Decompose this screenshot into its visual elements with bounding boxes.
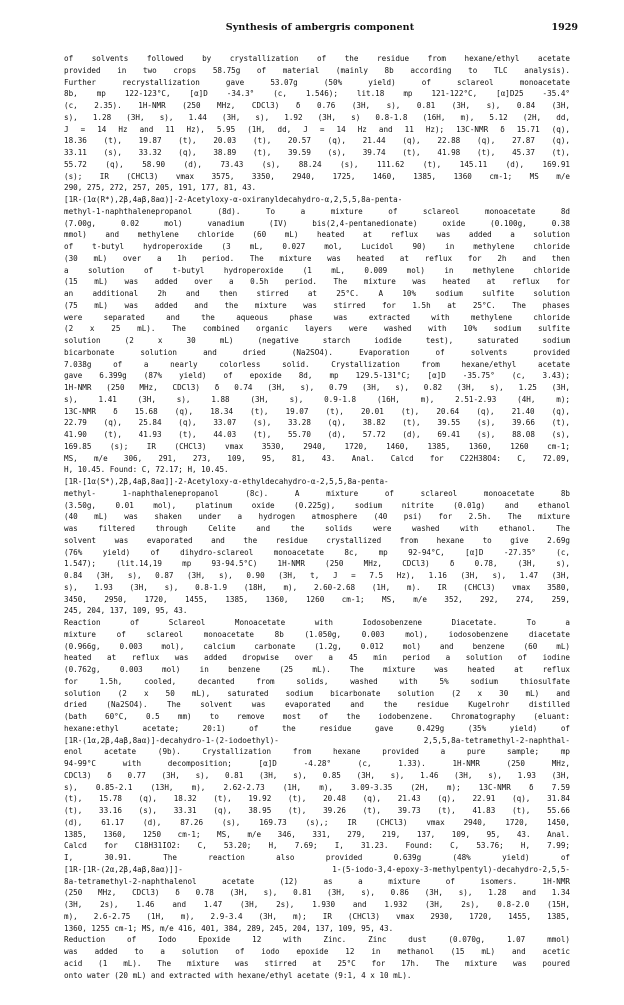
text-line: 55.72 (q), 58.90 (d), 73.43 (s), 88.24 (s), 111.62 (t), 145.11 (d), 169.91 — [64, 159, 570, 169]
page-number: 1929 — [551, 22, 578, 33]
text-line: a solution of t-butyl hydroperoxide (1 mL, 0.009 mol) in methylene chloride — [64, 265, 570, 275]
text-line: (t), 15.78 (q), 18.32 (t), 19.92 (t), 20.48 (q), 21.43 (q), 22.91 (q), 31.84 — [64, 794, 570, 804]
text-line: I, 30.91. The reaction also provided 0.639g (48% yield) of — [64, 853, 570, 862]
text-line: enol acetate (9b). Crystallization from hexane provided a pure sample; mp — [64, 747, 570, 757]
text-line: an additional 2h and then stirred at 25°C. A 10% sodium sulfite solution — [64, 289, 570, 298]
text-line: H, 10.45. Found: C, 72.17; H, 10.45. — [64, 465, 229, 475]
text-line: (2 x 25 mL). The combined organic layers were washed with 10% sodium sulfite — [64, 324, 570, 334]
text-line: gave 6.399g (87% yield) of epoxide 8d, mp 129.5-131°C; [α]D -35.75° (c, 3.43); — [64, 371, 570, 381]
text-line: methyl- 1-naphthalenepropanol (8c). A mixture of sclareol monoacetate 8b — [64, 488, 570, 498]
text-line: 0.84 (3H, s), 0.87 (3H, s), 0.90 (3H, t, J = 7.5 Hz), 1.16 (3H, s), 1.47 (3H, — [64, 571, 570, 580]
text-line: (15 mL) was added over a 0.5h period. The mixture was heated at reflux for — [64, 277, 570, 287]
text-line: (76% yield) of dihydro-sclareol monoacetate 8c, mp 92-94°C, [α]D -27.35° (c, — [64, 547, 570, 557]
text-line: s), 1.28 (3H, s), 1.44 (3H, s), 1.92 (3H, s) 0.8-1.8 (16H, m), 5.12 (2H, dd, — [64, 112, 570, 122]
text-line: 41.90 (t), 41.93 (t), 44.03 (t), 55.70 (d), 57.72 (d), 69.41 (s), 88.08 (s), — [64, 430, 570, 439]
text-line: CDCl3) δ 0.77 (3H, s), 0.81 (3H, s), 0.85 (3H, s), 1.46 (3H, s), 1.93 (3H, — [64, 770, 570, 780]
text-line: 94-99°C with decomposition; [α]D -4.28° (c, 1.33). 1H-NMR (250 MHz, — [64, 759, 570, 768]
text-line: s), 1.93 (3H, s), 0.8-1.9 (18H, m), 2.60-2.68 (1H, m). IR (CHCl3) vmax 3580, — [64, 582, 570, 592]
text-line: Reaction of Sclareol Monoacetate with Iodosobenzene Diacetate. To a — [64, 618, 570, 627]
text-line: Reduction of Iodo Epoxide 12 with Zinc. Zinc dust (0.070g, 1.07 mmol) — [64, 935, 570, 945]
text-line: of solvents followed by crystallization of the residue from hexane/ethyl acetate — [64, 54, 570, 63]
text-line: (0.762g, 0.003 mol) in benzene (25 mL). The mixture was heated at reflux — [64, 665, 570, 674]
text-line: s), 1.41 (3H, s), 1.88 (3H, s), 0.9-1.8 (16H, m), 2.51-2.93 (4H, m); — [64, 394, 570, 404]
text-line: provided in two crops 58.75g of material (mainly 8b according to TLC analysis). — [64, 65, 570, 75]
text-line: [1R-[1R-(2α,2β,4aβ,8aα)]]- 1-(5-iodo-3,4-epoxy-3-methylpentyl)-decahydro-2,5,5- — [64, 864, 570, 874]
text-line: [1R-(1α,2β,4aβ,8aα)]-decahydro-1-(2-iodoethyl)- 2,5,5,8a-tetramethyl-2-naphthal- — [64, 735, 570, 745]
text-line: solution (2 x 30 mL) (negative starch iodide test), saturated sodium — [64, 336, 570, 345]
text-line: m), 2.6-2.75 (1H, m), 2.9-3.4 (3H, m); IR (CHCl3) vmax 2930, 1720, 1455, 1385, — [64, 911, 570, 921]
text-line: (d), 61.17 (d), 87.26 (s), 169.73 (s),; IR (CHCl3) vmax 2940, 1720, 1450, — [64, 817, 570, 827]
text-line: 3450, 2950, 1720, 1455, 1385, 1360, 1260 cm-1; MS, m/e 352, 292, 274, 259, — [64, 594, 570, 604]
text-line: 8a-tetramethyl-2-naphthalenol acetate (12) as a mixture of isomers. 1H-NMR — [64, 876, 570, 886]
text-line: (3.50g, 0.01 mol), platinum oxide (0.225g), sodium nitrite (0.01g) and ethanol — [64, 500, 570, 510]
text-line: bicarbonate solution and dried (Na2SO4). Evaporation of solvents provided — [64, 347, 570, 357]
text-line: dried (Na2SO4). The solvent was evaporated and the residue Kugelrohr distilled — [64, 700, 570, 710]
text-line: (c, 2.35). 1H-NMR (250 MHz, CDCl3) δ 0.76 (3H, s), 0.81 (3H, s), 0.84 (3H, — [64, 101, 570, 110]
text-line: onto water (20 mL) and extracted with hexane/ethyl acetate (9:1, 4 x 10 mL). — [64, 970, 412, 980]
text-line: Further recrystallization gave 53.07g (50% yield) of sclareol monoacetate — [64, 77, 570, 87]
text-line: methyl-1-naphthalenepropanol (8d). To a mixture of sclareol monoacetate 8d — [64, 206, 570, 216]
text-line: (3H, 2s), 1.46 and 1.47 (3H, 2s), 1.930 and 1.932 (3H, 2s), 0.8-2.0 (15H, — [64, 900, 570, 909]
text-line: (250 MHz, CDCl3) δ 0.78 (3H, s), 0.81 (3H, s), 0.86 (3H, s), 1.28 and 1.34 — [64, 888, 570, 898]
text-line: hexane:ethyl acetate; 20:1) of the residue gave 0.429g (35% yield) of — [64, 723, 570, 733]
text-line: was added to a solution of iodo epoxide 12 in methanol (15 mL) and acetic — [64, 947, 570, 956]
text-line: (s); IR (CHCl3) vmax 3575, 3350, 2940, 1725, 1460, 1385, 1360 cm-1; MS m/e — [64, 171, 570, 181]
text-line: 1.547); (lit.14,19 mp 93-94.5°C) 1H-NMR (250 MHz, CDCl3) δ 0.78, (3H, s), — [64, 559, 570, 569]
text-line: mixture of sclareol monoacetate 8b (1.050g, 0.003 mol), iodosobenzene diacetate — [64, 629, 570, 639]
text-line: 33.11 (s), 33.32 (q), 38.89 (t), 39.59 (s), 39.74 (t), 41.98 (t), 45.37 (t), — [64, 148, 570, 157]
text-line: (40 mL) was shaken under a hydrogen atmosphere (40 psi) for 2.5h. The mixture — [64, 512, 570, 522]
text-line: 8b, mp 122-123°C, [α]D -34.3° (c, 1.546); lit.18 mp 121-122°C, [α]D25 -35.4° — [64, 89, 570, 99]
text-line: MS, m/e 306, 291, 273, 109, 95, 81, 43. Anal. Calcd for C22H38O4: C, 72.09, — [64, 453, 570, 463]
text-line: 22.79 (q), 25.84 (q), 33.07 (s), 33.28 (q), 38.82 (t), 39.55 (s), 39.66 (t), — [64, 418, 570, 428]
text-line: acid (1 mL). The mixture was stirred at 25°C for 17h. The mixture was poured — [64, 958, 570, 968]
text-line: (75 mL) was added and the mixture was stirred for 1.5h at 25°C. The phases — [64, 300, 570, 310]
text-line: mmol) and methylene chloride (60 mL) heated at reflux was added a solution — [64, 230, 570, 240]
text-line: s), 0.85-2.1 (13H, m), 2.62-2.73 (1H, m), 3.09-3.35 (2H, m); 13C-NMR δ 7.59 — [64, 782, 570, 792]
text-line: 290, 275, 272, 257, 205, 191, 177, 81, 43. — [64, 183, 257, 193]
experimental-text-block — [64, 53, 570, 981]
running-title: Synthesis of ambergris component — [225, 22, 415, 33]
running-header — [70, 22, 578, 36]
text-line: heated at reflux was added dropwise over a 45 min period a solution of iodine — [64, 653, 570, 663]
text-line: 1385, 1360, 1250 cm-1; MS, m/e 346, 331, 279, 219, 137, 109, 95, 43. Anal. — [64, 829, 570, 839]
text-line: solution (2 x 50 mL), saturated sodium bicarbonate solution (2 x 30 mL) and — [64, 688, 570, 698]
text-line: was filtered through Celite and the solids were washed with ethanol. The — [64, 524, 570, 533]
text-line: 1360, 1255 cm-1; MS, m/e 416, 401, 384, 289, 245, 204, 137, 109, 95, 43. — [64, 923, 394, 933]
text-line: (t), 33.16 (s), 33.31 (q), 38.95 (t), 39.26 (t), 39.73 (t), 41.83 (t), 55.66 — [64, 806, 570, 815]
text-line: of t-butyl hydroperoxide (3 mL, 0.027 mol, Lucidol 90) in methylene chloride — [64, 242, 570, 251]
text-line: 169.85 (s); IR (CHCl3) vmax 3530, 2940, 1720, 1460, 1385, 1360, 1260 cm-1; — [64, 441, 570, 451]
text-line: [1R-(1α(R*),2β,4aβ,8aα)]-2-Acetyloxy-α-oxiranyldecahydro-α,2,5,5,8a-penta- — [64, 195, 403, 204]
text-line: (30 mL) over a 1h period. The mixture was heated at reflux for 2h and then — [64, 253, 570, 263]
text-line: 13C-NMR δ 15.68 (q), 18.34 (t), 19.07 (t), 20.01 (t), 20.64 (q), 21.40 (q), — [64, 406, 570, 416]
text-line: Calcd for C18H31IO2: C, 53.20; H, 7.69; I, 31.23. Found: C, 53.76; H, 7.99; — [64, 841, 570, 851]
text-line: 18.36 (t), 19.87 (t), 20.03 (t), 20.57 (q), 21.44 (q), 22.88 (q), 27.87 (q), — [64, 136, 570, 146]
text-line: were separated and the aqueous phase was extracted with methylene chloride — [64, 312, 570, 322]
text-line: (7.00g, 0.02 mol) vanadium (IV) bis(2,4-pentanedionate) oxide (0.100g, 0.38 — [64, 218, 570, 228]
text-line: 1H-NMR (250 MHz, CDCl3) δ 0.74 (3H, s), 0.79 (3H, s), 0.82 (3H, s), 1.25 (3H, — [64, 383, 570, 392]
text-line: (bath 60°C, 0.5 mm) to remove most of the iodobenzene. Chromatography (eluant: — [64, 712, 570, 721]
text-line: 7.038g of a nearly colorless solid. Crystallization from hexane/ethyl acetate — [64, 359, 570, 369]
text-line: 245, 204, 137, 109, 95, 43. — [64, 606, 188, 616]
text-line: for 1.5h, cooled, decanted from solids, washed with 5% sodium thiosulfate — [64, 676, 570, 686]
text-line: (0.966g, 0.003 mol), calcium carbonate (1.2g, 0.012 mol) and benzene (60 mL) — [64, 641, 570, 651]
text-line: solvent was evaporated and the residue crystallized from hexane to give 2.69g — [64, 535, 570, 545]
text-line: [1R-[1α(S*),2β,4aβ,8aα]]-2-Acetyloxy-α-ethyldecahydro-α-2,5,5,8a-penta- — [64, 477, 389, 486]
text-line: J = 14 Hz and 11 Hz), 5.95 (1H, dd, J = 14 Hz and 11 Hz); 13C-NMR δ 15.71 (q), — [64, 124, 570, 134]
